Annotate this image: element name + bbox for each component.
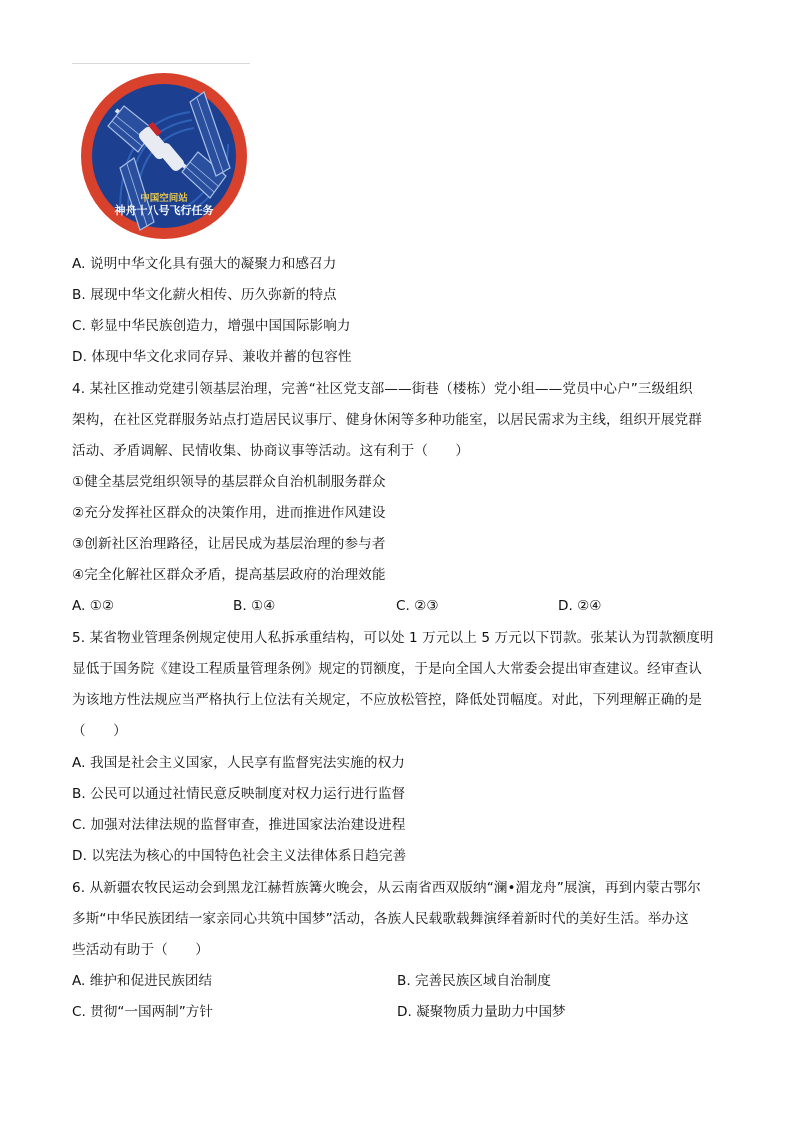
q5-stem-line4: （ ） [72,723,127,739]
q4-choice-a: A. ①② [72,598,115,614]
q4-item-3: ③创新社区治理路径，让居民成为基层治理的参与者 [72,536,386,552]
emblem-text-line1: 中国空间站 [140,193,188,204]
emblem-graphic [80,72,248,240]
q6-option-a: A. 维护和促进民族团结 [72,973,213,989]
q4-stem-line1: 4. 某社区推动党建引领基层治理，完善“社区党支部——街巷（楼栋）党小组——党员中心户”三级组织 [72,381,693,397]
q6-option-d: D. 凝聚物质力量助力中国梦 [397,1004,566,1020]
q4-item-2: ②充分发挥社区群众的决策作用，进而推进作风建设 [72,505,386,521]
q6-stem-line1: 6. 从新疆农牧民运动会到黑龙江赫哲族篝火晚会，从云南省西双版纳“澜•湄龙舟”展演，再到内蒙古鄂尔 [72,880,701,896]
q6-option-b: B. 完善民族区域自治制度 [397,973,551,989]
q3-option-d: D. 体现中华文化求同存异、兼收并蓄的包容性 [72,349,352,365]
q5-option-c: C. 加强对法律法规的监督审查，推进国家法治建设进程 [72,817,406,833]
q5-option-a: A. 我国是社会主义国家，人民享有监督宪法实施的权力 [72,755,405,771]
q5-stem-line2: 显低于国务院《建设工程质量管理条例》规定的罚额度，于是向全国人大常委会提出审查建议。经审查认 [72,661,702,677]
q5-stem-line3: 为该地方性法规应当严格执行上位法有关规定，不应放松管控，降低处罚幅度。对此，下列理解正确的是 [72,692,702,708]
q4-choice-d: D. ②④ [558,598,602,614]
q3-option-a: A. 说明中华文化具有强大的凝聚力和感召力 [72,256,337,272]
q5-option-b: B. 公民可以通过社情民意反映制度对权力运行进行监督 [72,786,406,802]
q5-stem-line1: 5. 某省物业管理条例规定使用人私拆承重结构，可以处 1 万元以上 5 万元以下罚款。张某认为罚款额度明 [72,630,714,646]
header-rule [72,63,250,64]
q5-option-d: D. 以宪法为核心的中国特色社会主义法律体系日趋完善 [72,848,407,864]
q3-option-b: B. 展现中华文化薪火相传、历久弥新的特点 [72,287,337,303]
q4-choice-c: C. ②③ [396,598,439,614]
q4-item-4: ④完全化解社区群众矛盾，提高基层政府的治理效能 [72,567,386,583]
mission-emblem [80,72,248,240]
q4-item-1: ①健全基层党组织领导的基层群众自治机制服务群众 [72,474,386,490]
q4-stem-line3: 活动、矛盾调解、民情收集、协商议事等活动。这有利于（ ） [72,443,470,459]
emblem-text-line2: 神舟十八号飞行任务 [114,204,214,217]
q4-stem-line2: 架构，在社区党群服务站点打造居民议事厅、健身休闲等多种功能室，以居民需求为主线，组织开展党群 [72,412,702,428]
q4-choice-b: B. ①④ [233,598,276,614]
q6-stem-line3: 些活动有助于（ ） [72,942,209,958]
q3-option-c: C. 彰显中华民族创造力，增强中国国际影响力 [72,318,351,334]
q6-option-c: C. 贯彻“一国两制”方针 [72,1004,213,1020]
q6-stem-line2: 多斯“中华民族团结一家亲同心共筑中国梦”活动，各族人民载歌载舞演绎着新时代的美好生活。举办这 [72,911,689,927]
